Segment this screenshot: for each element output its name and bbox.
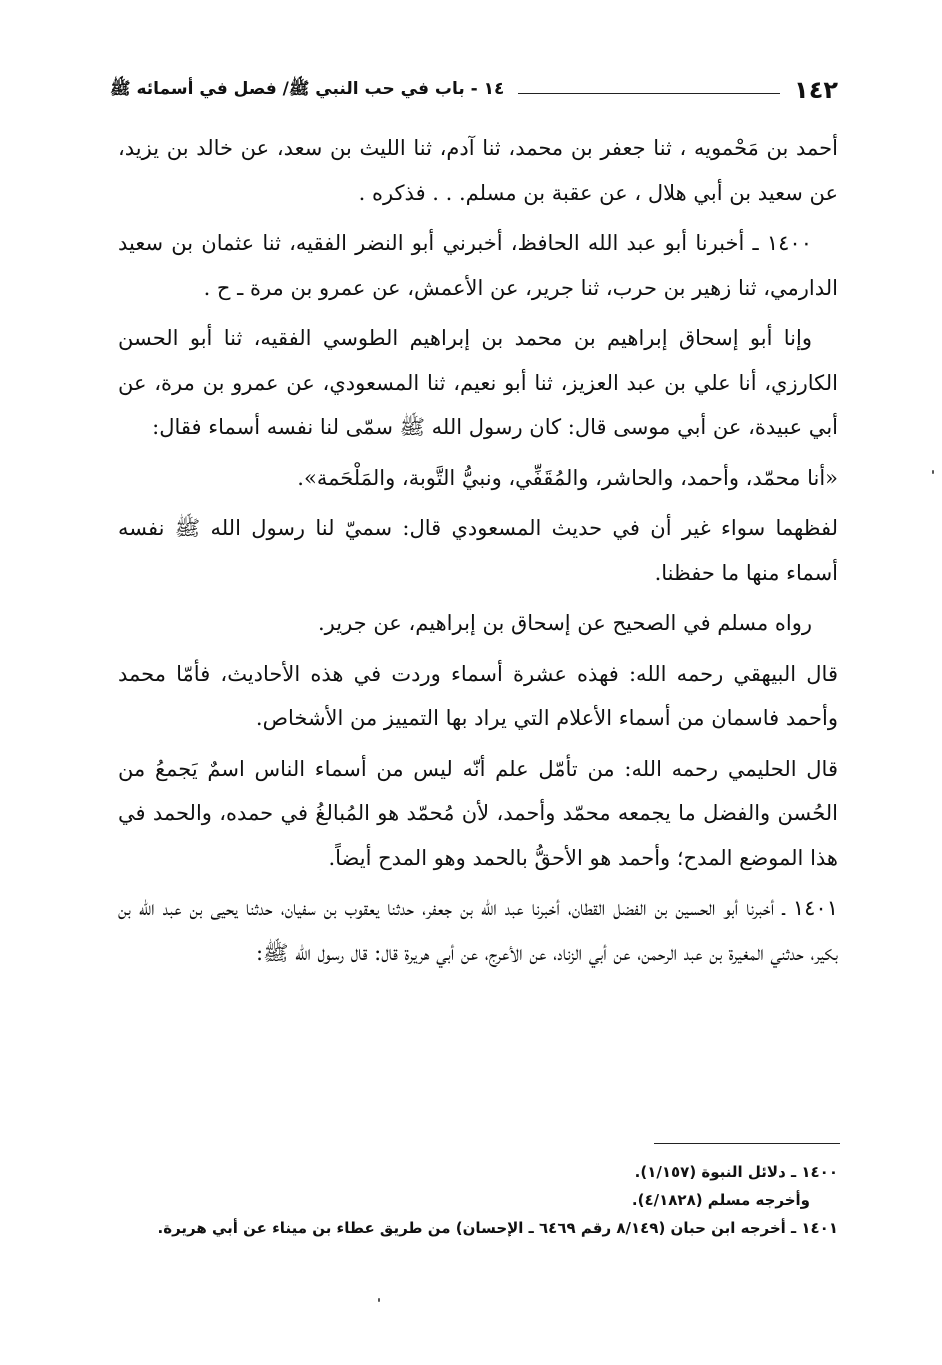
paragraph-halimi-comment: قال الحليمي رحمه الله: من تأمّل علم أنّه ليس من أسماء الناس اسمٌ يَجمعُ من الحُسن والفضل ما يجمعه محمّد وأحمد، لأن مُحمّد هو المُبالغُ في حمده، والحمد في هذا الموضع المدح؛ وأحمد هو الأحقُّ بالحمد وهو المدح أيضاً.	[118, 756, 838, 870]
footnote-1400: ١٤٠٠ ـ دلائل النبوة (١/١٥٧).	[634, 1163, 838, 1181]
scan-speck	[932, 470, 934, 474]
footnote-1400-muslim: وأخرجه مسلم (٤/١٨٢٨).	[631, 1191, 810, 1209]
paragraph-continuation: أحمد بن مَحْمويه ، ثنا جعفر بن محمد، ثنا آدم، ثنا الليث بن سعد، عن خالد بن يزيد، عن سعيد بن أبي هلال ، عن عقبة بن مسلم. . . فذكره .	[118, 136, 838, 205]
paragraph-hadith-1400: ١٤٠٠ ـ أخبرنا أبو عبد الله الحافظ، أخبرني أبو النضر الفقيه، ثنا عثمان بن سعيد الدارمي، ثنا زهير بن حرب، ثنا جرير، عن الأعمش، عن عمرو بن مرة ـ ح .	[118, 231, 838, 300]
running-header	[110, 72, 838, 108]
running-title: ١٤ - باب في حب النبي ﷺ/ فصل في أسمائه ﷺ	[110, 78, 505, 99]
main-text	[118, 126, 838, 981]
paragraph-hadith-quote: «أنا محمّد، وأحمد، والحاشر، والمُقَفِّي، ونبيُّ التَّوبة، والمَلْحَمة».	[297, 465, 838, 490]
footnote-separator	[654, 1143, 840, 1144]
paragraph-wording-note: لفظهما سواء غير أن في حديث المسعودي قال: سميّ لنا رسول الله ﷺ نفسه أسماء منها ما حفظنا.	[118, 516, 838, 585]
page-number: ١٤٢	[794, 76, 838, 104]
paragraph-hadith-1401: ١٤٠١ ـ أخبرنا أبو الحسين بن الفضل القطان، أخبرنا عبد الله بن جعفر، حدثنا يعقوب بن سفيان، حدثنا يحيى بن عبد الله بن بكير، حدثني المغيرة بن عبد الرحمن، عن أبي الزناد، عن الأعرج، عن أبي هريرة قال: قال رسول الله ﷺ:	[118, 896, 838, 965]
footnote-1401: ١٤٠١ ـ أخرجه ابن حبان (٨/١٤٩ رقم ٦٤٦٩ ـ الإحسان) من طريق عطاء بن ميناء عن أبي هريرة.	[157, 1219, 838, 1237]
scan-speck	[378, 1298, 380, 1302]
paragraph-muslim-reference: رواه مسلم في الصحيح عن إسحاق بن إبراهيم، عن جرير.	[317, 611, 812, 635]
header-rule	[518, 93, 780, 94]
paragraph-second-chain: وإنا أبو إسحاق إبراهيم بن محمد بن إبراهيم الطوسي الفقيه، ثنا أبو الحسن الكارزي، أنا علي بن عبد العزيز، ثنا أبو نعيم، ثنا المسعودي، عن عمرو بن مرة، عن أبي عبيدة، عن أبي موسى قال: كان رسول الله ﷺ سمّى لنا نفسه أسماء فقال:	[118, 326, 838, 439]
footnotes	[118, 1158, 838, 1242]
paragraph-bayhaqi-comment: قال البيهقي رحمه الله: فهذه عشرة أسماء وردت في هذه الأحاديث، فأمّا محمد وأحمد فاسمان من أسماء الأعلام التي يراد بها التمييز من الأشخاص.	[118, 661, 838, 730]
